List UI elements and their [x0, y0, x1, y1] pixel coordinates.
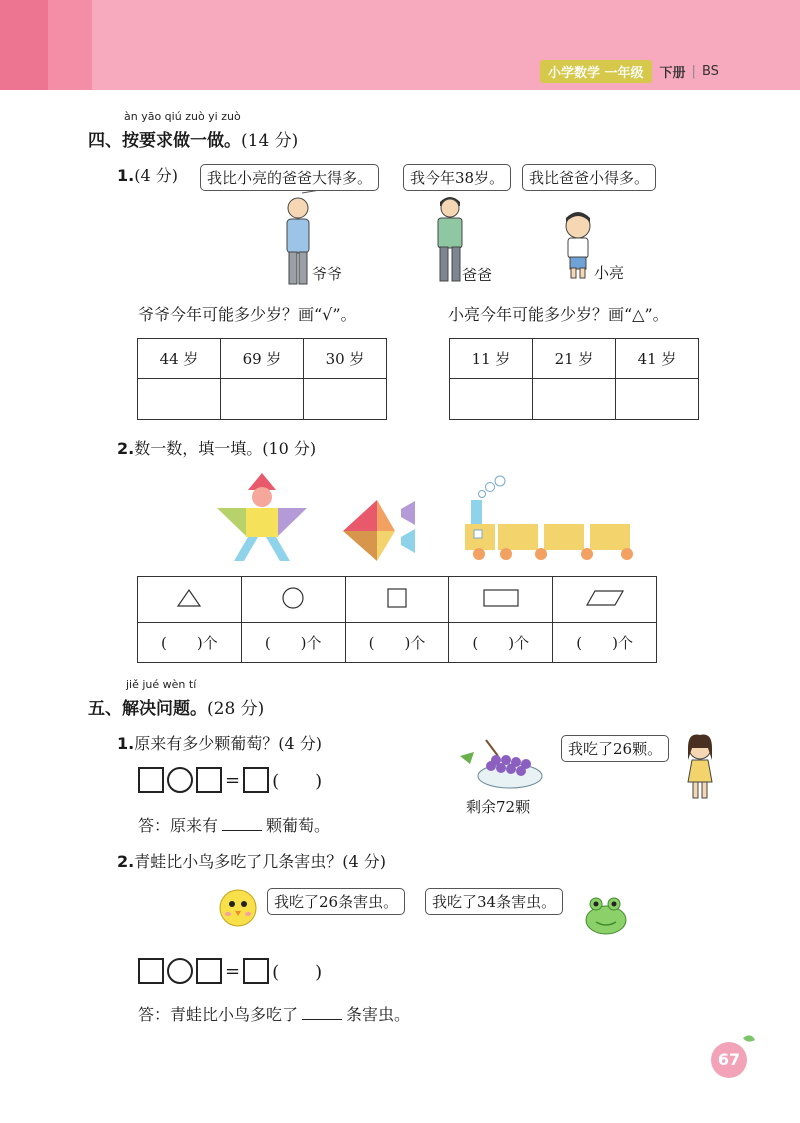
section4-pinyin: àn yāo qiú zuò yi zuò — [124, 110, 241, 123]
q4-1-heading — [117, 163, 178, 186]
q4-1-number: 1. — [117, 166, 135, 185]
grandpa-name: 爷爷 — [312, 265, 343, 283]
q5-1-answer-line — [138, 813, 330, 836]
dad-name: 爸爸 — [462, 266, 493, 284]
xiaoliang-name: 小亮 — [594, 264, 625, 282]
shape-person-illustration — [214, 470, 310, 566]
answer-cell[interactable] — [533, 379, 616, 420]
q4-2-heading — [117, 436, 316, 459]
grapes-remaining-caption: 剩余72颗 — [466, 798, 531, 816]
edition-label: BS — [701, 63, 719, 79]
answer-blank[interactable] — [222, 816, 262, 831]
operand-box[interactable] — [138, 767, 164, 793]
operand-box[interactable] — [196, 767, 222, 793]
triangle-count-blank[interactable]: ( )个 — [138, 623, 242, 663]
age-option-30: 30 岁 — [304, 339, 387, 379]
operand-box[interactable] — [196, 958, 222, 984]
header-separator: | — [691, 63, 696, 79]
prompt-xiaoliang-age: 小亮今年可能多少岁？画“△”。 — [448, 305, 669, 324]
equals-sign: = — [225, 960, 241, 982]
section5-title — [88, 694, 264, 719]
grandpa-speech-bubble: 我比小亮的爸爸大得多。 — [200, 164, 379, 191]
grandpa-age-table — [137, 338, 387, 420]
girl-illustration — [680, 732, 720, 802]
section4-points: (14 分) — [241, 131, 299, 151]
unit-parens[interactable]: ( ) — [272, 962, 323, 983]
q5-2-text: 青蛙比小鸟多吃了几条害虫？ — [134, 852, 343, 871]
parallelogram-cell — [553, 577, 657, 623]
answer-cell[interactable] — [450, 379, 533, 420]
header-accent-mid — [48, 0, 92, 90]
answer-suffix: 颗葡萄。 — [266, 816, 331, 835]
volume-label: 下册 — [659, 65, 686, 81]
dad-speech-bubble: 我今年38岁。 — [403, 164, 511, 191]
leaf-icon — [743, 1035, 755, 1041]
q4-2-number: 2. — [117, 439, 135, 458]
rectangle-count-blank[interactable]: ( )个 — [449, 623, 553, 663]
square-count-blank[interactable]: ( )个 — [345, 623, 449, 663]
q4-2-text: 数一数，填一填。 — [134, 439, 263, 458]
xiaoliang-speech-bubble: 我比爸爸小得多。 — [522, 164, 656, 191]
triangle-cell — [138, 577, 242, 623]
q5-1-heading — [117, 731, 322, 754]
shape-count-table — [137, 576, 657, 663]
equals-sign: = — [225, 769, 241, 791]
parallelogram-icon — [585, 588, 625, 608]
bird-speech-bubble: 我吃了26条害虫。 — [267, 888, 405, 915]
age-option-41: 41 岁 — [616, 339, 699, 379]
prompt-grandpa-age: 爷爷今年可能多少岁？画“√”。 — [138, 305, 357, 324]
frog-illustration — [580, 890, 630, 940]
shape-fish-illustration — [341, 497, 419, 563]
shape-train-illustration — [462, 474, 638, 564]
age-option-44: 44 岁 — [138, 339, 221, 379]
result-box[interactable] — [243, 767, 269, 793]
girl-speech-bubble: 我吃了26颗。 — [561, 735, 669, 762]
answer-blank[interactable] — [302, 1005, 342, 1020]
age-option-21: 21 岁 — [533, 339, 616, 379]
q5-2-heading — [117, 849, 386, 872]
section5-pinyin: jiě jué wèn tí — [126, 678, 197, 691]
rectangle-cell — [449, 577, 553, 623]
section5-points: (28 分) — [207, 699, 265, 719]
parallelogram-count-blank[interactable]: ( )个 — [553, 623, 657, 663]
frog-speech-bubble: 我吃了34条害虫。 — [425, 888, 563, 915]
answer-prefix: 答：青蛙比小鸟多吃了 — [138, 1005, 299, 1024]
square-icon — [386, 587, 408, 609]
answer-prefix: 答：原来有 — [138, 816, 219, 835]
grapes-plate-illustration — [456, 734, 546, 794]
answer-cell[interactable] — [221, 379, 304, 420]
rectangle-icon — [482, 587, 520, 609]
xiaoliang-age-table — [449, 338, 699, 420]
operand-box[interactable] — [138, 958, 164, 984]
square-cell — [345, 577, 449, 623]
q5-2-answer-line — [138, 1002, 410, 1025]
answer-cell[interactable] — [304, 379, 387, 420]
header-accent-dark — [0, 0, 48, 90]
age-option-11: 11 岁 — [450, 339, 533, 379]
operator-circle[interactable] — [167, 958, 193, 984]
q5-2-points: (4 分) — [342, 852, 386, 871]
chick-illustration — [214, 882, 262, 932]
result-box[interactable] — [243, 958, 269, 984]
page-number: 67 — [717, 1050, 741, 1069]
q5-2-equation — [138, 958, 322, 984]
q5-1-number: 1. — [117, 734, 135, 753]
section4-title-text: 四、按要求做一做。 — [88, 131, 241, 151]
q5-1-equation — [138, 767, 322, 793]
section5-title-text: 五、解决问题。 — [88, 699, 207, 719]
answer-cell[interactable] — [616, 379, 699, 420]
grade-label: 小学数学 一年级 — [540, 60, 652, 83]
header-badge — [540, 60, 719, 82]
q4-1-points: (4 分) — [134, 166, 178, 185]
q5-2-number: 2. — [117, 852, 135, 871]
circle-cell — [241, 577, 345, 623]
unit-parens[interactable]: ( ) — [272, 771, 323, 792]
triangle-icon — [176, 588, 202, 608]
circle-icon — [281, 586, 305, 610]
q5-1-points: (4 分) — [278, 734, 322, 753]
q4-2-points: (10 分) — [262, 439, 317, 458]
operator-circle[interactable] — [167, 767, 193, 793]
circle-count-blank[interactable]: ( )个 — [241, 623, 345, 663]
answer-cell[interactable] — [138, 379, 221, 420]
section4-title — [88, 126, 298, 151]
q5-1-text: 原来有多少颗葡萄？ — [134, 734, 279, 753]
age-option-69: 69 岁 — [221, 339, 304, 379]
answer-suffix: 条害虫。 — [346, 1005, 411, 1024]
